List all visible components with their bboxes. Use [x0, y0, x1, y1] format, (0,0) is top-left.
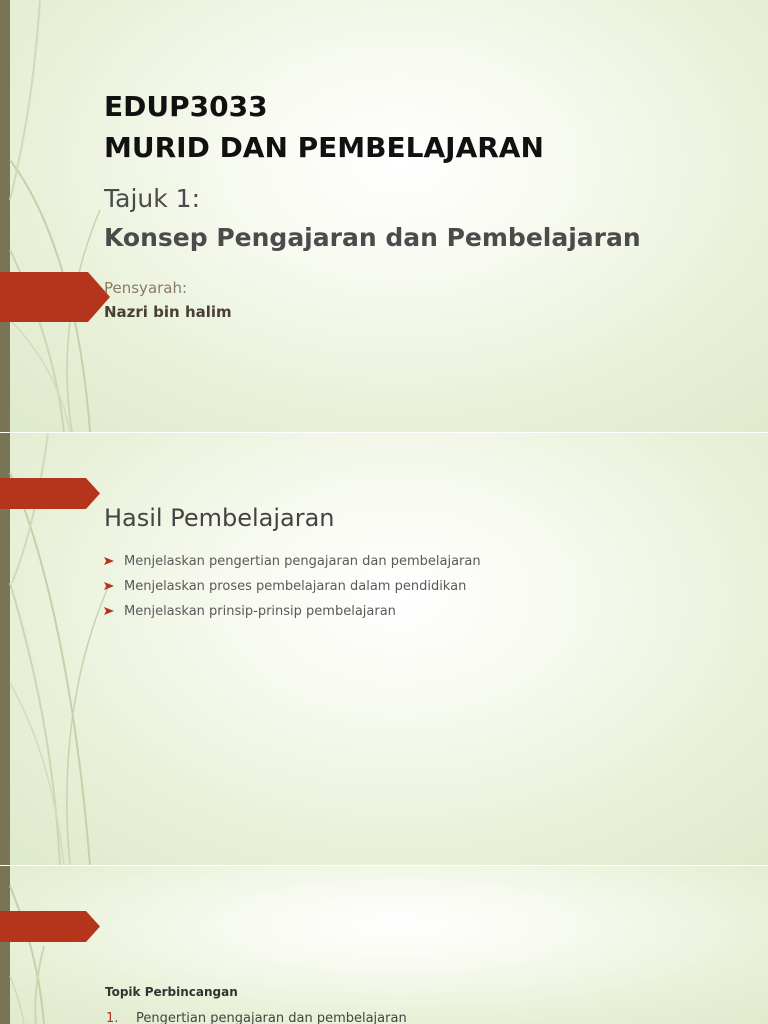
decorative-swirl [0, 866, 130, 1024]
list-item: Menjelaskan prinsip-prinsip pembelajaran [104, 599, 481, 624]
slide-title [0, 0, 768, 432]
section-heading: Hasil Pembelajaran [104, 504, 335, 532]
course-name: MURID DAN PEMBELAJARAN [104, 131, 544, 164]
lecturer-name: Nazri bin halim [104, 303, 232, 321]
lecturer-block [104, 276, 232, 324]
section-heading: Topik Perbincangan [105, 985, 238, 999]
arrow-bullet-icon [104, 557, 114, 565]
subtitle-block [104, 179, 641, 257]
outcome-list [104, 549, 481, 624]
course-code: EDUP3033 [104, 90, 268, 123]
topic-title: Konsep Pengajaran dan Pembelajaran [104, 223, 641, 252]
topic-label: Tajuk 1: [104, 184, 200, 213]
item-text: Pengertian pengajaran dan pembelajaran [136, 1011, 407, 1024]
accent-arrow [0, 911, 100, 942]
arrow-bullet-icon [104, 607, 114, 615]
list-item [106, 1011, 407, 1024]
list-item: Menjelaskan proses pembelajaran dalam pendidikan [104, 574, 481, 599]
lecturer-label: Pensyarah: [104, 279, 188, 297]
slide-discussion-topics [0, 866, 768, 1024]
accent-arrow [0, 478, 100, 509]
list-item: Menjelaskan pengertian pengajaran dan pembelajaran [104, 549, 481, 574]
arrow-bullet-icon [104, 582, 114, 590]
slide-learning-outcomes [0, 433, 768, 865]
title-block [104, 86, 544, 168]
accent-arrow [0, 272, 110, 322]
item-number: 1. [106, 1011, 119, 1024]
